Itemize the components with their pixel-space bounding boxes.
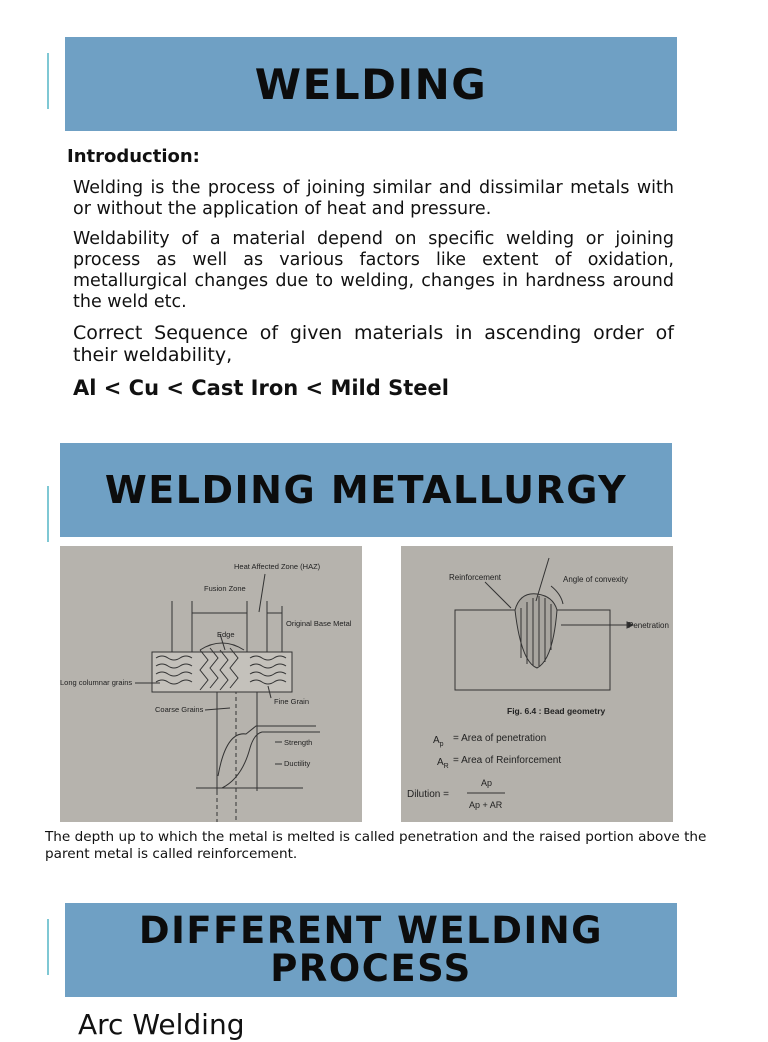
accent-line: [47, 919, 49, 975]
label-long-columnar-grains: Long columnar grains: [60, 678, 133, 687]
label-angle-of-convexity: Angle of convexity: [563, 575, 628, 584]
definition-ar: = Area of Reinforcement: [453, 755, 562, 766]
label-fine-grain: Fine Grain: [274, 697, 310, 706]
symbol-ar: $A_R$: [437, 757, 449, 770]
title-text: WELDING: [254, 59, 488, 109]
label-fusion-zone: Fusion Zone: [204, 584, 246, 593]
dilution-numerator: Ap: [481, 778, 493, 788]
bead-geometry-diagram-image: [401, 546, 673, 822]
label-ductility: Ductility: [284, 759, 311, 768]
label-reinforcement: Reinforcement: [449, 573, 502, 582]
section-title-welding: [65, 37, 677, 131]
section-title-metallurgy: [60, 443, 672, 537]
label-haz: Heat Affected Zone (HAZ): [234, 562, 321, 571]
weldability-sequence: Al < Cu < Cast Iron < Mild Steel: [73, 376, 449, 400]
label-edge: Edge: [217, 630, 235, 639]
intro-heading: Introduction:: [67, 146, 200, 167]
definition-ap: = Area of penetration: [453, 733, 547, 744]
paragraph-weldability: Weldability of a material depend on specific welding or joining process as well as various factors like extent of oxidation, metallurgical changes due to welding, changes in hardness around the weld etc.: [73, 229, 674, 312]
label-original-base-metal: Original Base Metal: [286, 619, 352, 628]
title-text: DIFFERENT WELDING PROCESS: [138, 909, 604, 990]
title-text: WELDING METALLURGY: [104, 468, 628, 512]
section-title-processes: [65, 903, 677, 997]
weld-zone-diagram-image: [60, 546, 362, 822]
label-penetration: Penetration: [628, 621, 669, 630]
figure-caption: Fig. 6.4 : Bead geometry: [507, 706, 606, 716]
label-strength: Strength: [284, 738, 313, 747]
metallurgy-caption: The depth up to which the metal is melted is called penetration and the raised portion above the parent metal is called reinforcement.: [45, 829, 707, 862]
label-coarse-grains: Coarse Grains: [155, 705, 204, 714]
accent-line: [47, 53, 49, 109]
symbol-ap: $A_p$: [433, 735, 444, 748]
paragraph-sequence: Correct Sequence of given materials in ascending order of their weldability,: [73, 322, 674, 366]
process-item: Arc Welding: [78, 1008, 245, 1041]
dilution-denominator: Ap + AR: [469, 800, 503, 810]
paragraph-definition: Welding is the process of joining similar and dissimilar metals with or without the application of heat and pressure.: [73, 178, 674, 219]
accent-line: [47, 486, 49, 542]
dilution-label: Dilution =: [407, 789, 449, 800]
